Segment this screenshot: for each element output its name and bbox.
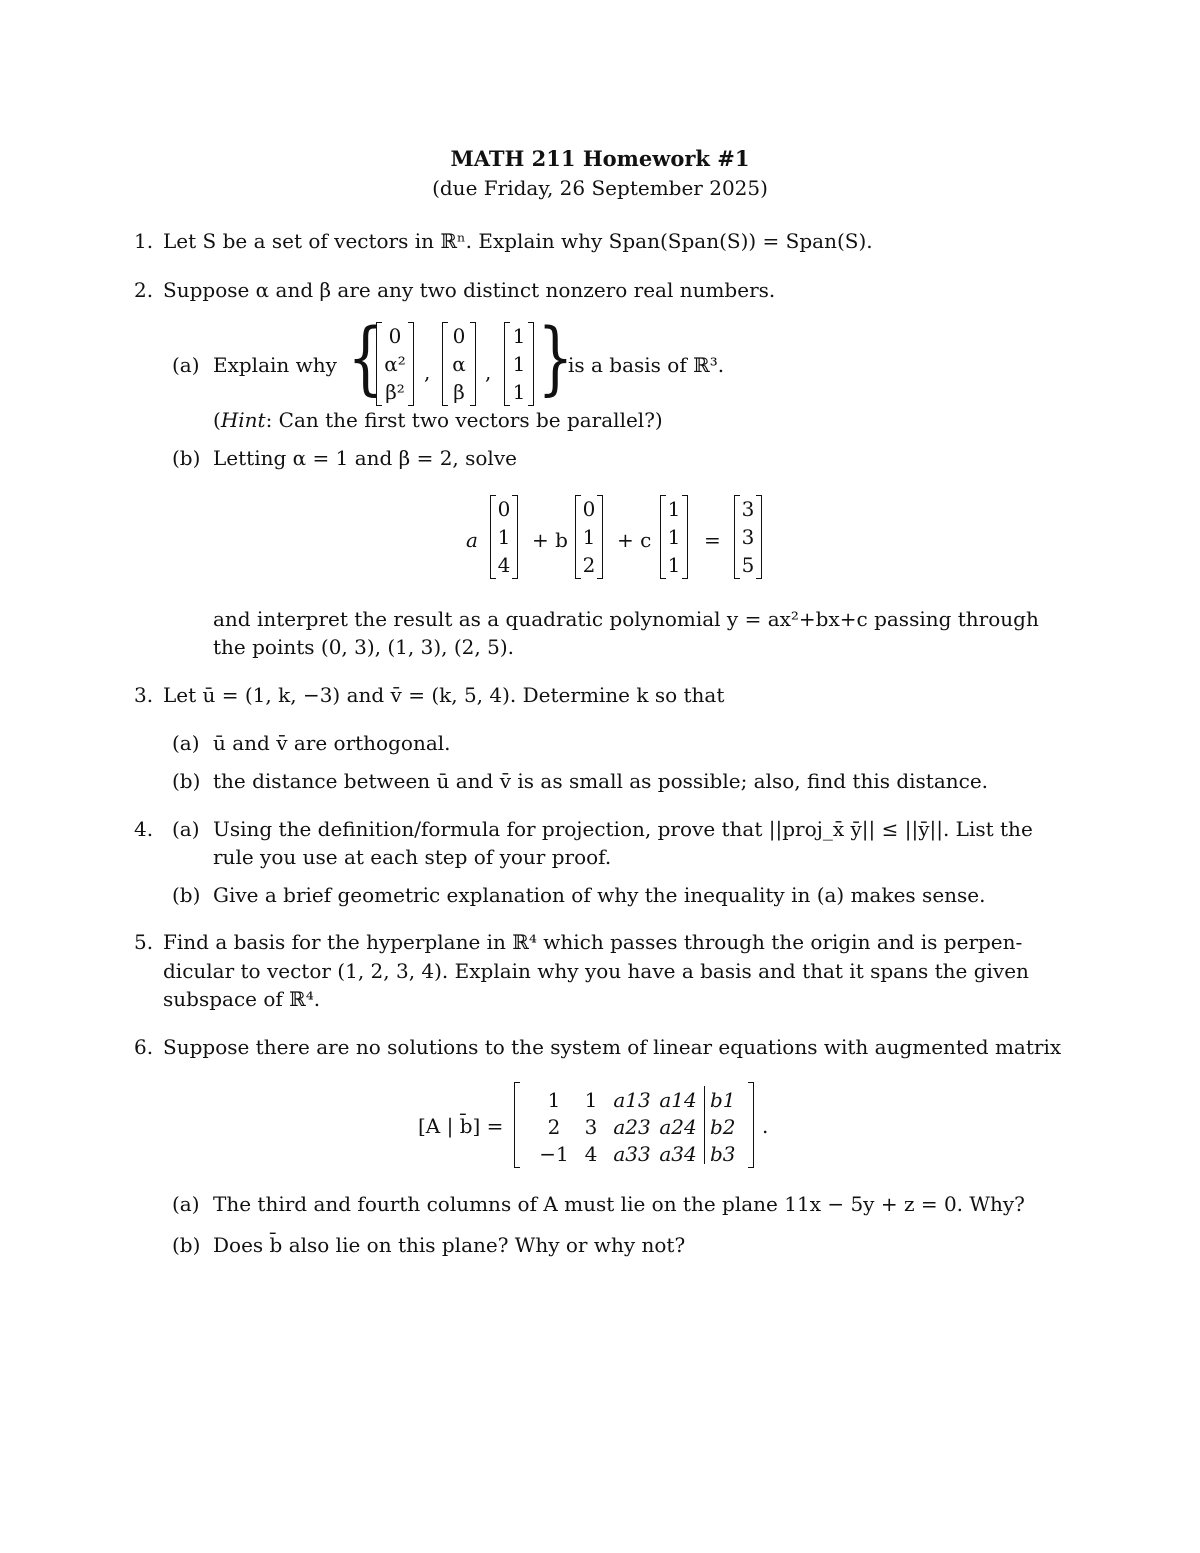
problem-3a-label: (a)	[172, 731, 200, 755]
problem-6-text: Suppose there are no solutions to the system of linear equations with augmented matrix	[163, 1035, 1062, 1059]
matrix-period: .	[762, 1114, 769, 1138]
problem-6-number: 6.	[134, 1035, 154, 1059]
problem-3-number: 3.	[134, 683, 154, 707]
problem-6a-label: (a)	[172, 1192, 200, 1216]
matrix-entry: 1	[497, 525, 511, 549]
problem-4b-label: (b)	[172, 883, 201, 907]
equation-rhs-vector	[734, 495, 762, 579]
problem-3a-text: ū and v̄ are orthogonal.	[213, 731, 451, 755]
problem-2-text: Suppose α and β are any two distinct nonzero real numbers.	[163, 278, 776, 302]
matrix-entry: b3	[710, 1142, 736, 1166]
basis-vector-2	[442, 322, 476, 406]
matrix-entry: a13	[613, 1088, 651, 1112]
basis-vector-3	[504, 322, 534, 406]
matrix-entry: 1	[667, 525, 681, 549]
matrix-entry: b1	[710, 1088, 736, 1112]
matrix-entry: 0	[452, 324, 466, 348]
problem-6a-text: The third and fourth columns of A must lie on the plane 11x − 5y + z = 0. Why?	[213, 1192, 1025, 1216]
coeff-c: + c	[617, 528, 652, 552]
matrix-entry: 0	[388, 324, 402, 348]
page-title: MATH 211 Homework #1	[450, 146, 750, 171]
problem-6b-label: (b)	[172, 1233, 201, 1257]
matrix-entry: a14	[659, 1088, 697, 1112]
matrix-entry: β²	[385, 380, 405, 404]
problem-1-number: 1.	[134, 229, 154, 253]
problem-2b-label: (b)	[172, 446, 201, 470]
coeff-b: + b	[532, 528, 568, 552]
problem-5-line3: subspace of ℝ⁴.	[163, 987, 321, 1011]
problem-2-number: 2.	[134, 278, 154, 302]
matrix-entry: 1	[667, 553, 681, 577]
matrix-entry: 1	[512, 324, 526, 348]
problem-4a-line2: rule you use at each step of your proof.	[213, 845, 612, 869]
left-set-brace: {	[347, 311, 384, 404]
problem-2a-hint	[213, 408, 663, 432]
problem-4a-line1: Using the definition/formula for projection, prove that ||proj_x̄ ȳ|| ≤ ||ȳ||. List the	[213, 817, 1033, 841]
matrix-entry: 0	[582, 497, 596, 521]
equals-sign: =	[704, 528, 721, 552]
problem-1-text: Let S be a set of vectors in ℝⁿ. Explain why Span(Span(S)) = Span(S).	[163, 229, 873, 253]
problem-2a-pre: Explain why	[213, 353, 337, 377]
problem-5-line2: dicular to vector (1, 2, 3, 4). Explain why you have a basis and that it spans the given	[163, 959, 1029, 983]
matrix-entry: β	[453, 380, 465, 404]
matrix-entry: 5	[741, 553, 755, 577]
problem-5-line1: Find a basis for the hyperplane in ℝ⁴ which passes through the origin and is perpen-	[163, 930, 1023, 954]
problem-6b-text: Does b̄ also lie on this plane? Why or why not?	[213, 1233, 686, 1257]
matrix-entry: a24	[659, 1115, 697, 1139]
matrix-entry: 1	[584, 1088, 598, 1112]
matrix-entry: 1	[547, 1088, 561, 1112]
matrix-entry: 3	[741, 525, 755, 549]
problem-2b-interpret-line1: and interpret the result as a quadratic polynomial y = ax²+bx+c passing through	[213, 607, 1039, 631]
matrix-entry: b2	[710, 1115, 736, 1139]
matrix-entry: 1	[582, 525, 596, 549]
due-date: (due Friday, 26 September 2025)	[432, 176, 768, 200]
problem-2a-post: is a basis of ℝ³.	[568, 353, 725, 377]
problem-3b-label: (b)	[172, 769, 201, 793]
problem-5-number: 5.	[134, 930, 154, 954]
problem-3b-text: the distance between ū and v̄ is as small as possible; also, find this distance.	[213, 769, 989, 793]
matrix-entry: α²	[384, 352, 406, 376]
matrix-entry: −1	[539, 1142, 569, 1166]
matrix-entry: a33	[613, 1142, 651, 1166]
augmented-matrix-lhs: [A | b̄] =	[418, 1114, 504, 1138]
problem-2b-text: Letting α = 1 and β = 2, solve	[213, 446, 517, 470]
right-set-brace: }	[537, 311, 574, 404]
matrix-entry: 4	[584, 1142, 598, 1166]
matrix-entry: 3	[741, 497, 755, 521]
hint-rest: : Can the first two vectors be parallel?)	[265, 408, 663, 432]
matrix-entry: a34	[659, 1142, 697, 1166]
comma: ,	[424, 360, 431, 384]
problem-4a-label: (a)	[172, 817, 200, 841]
matrix-entry: 1	[667, 497, 681, 521]
augmented-matrix	[514, 1082, 754, 1168]
equation-vector-3	[660, 495, 688, 579]
matrix-entry: 2	[547, 1115, 561, 1139]
problem-2a-label: (a)	[172, 353, 200, 377]
problem-2b-interpret-line2: the points (0, 3), (1, 3), (2, 5).	[213, 635, 514, 659]
equation-vector-1	[490, 495, 518, 579]
matrix-entry: 1	[512, 380, 526, 404]
hint-word: Hint	[220, 408, 266, 432]
matrix-entry: α	[452, 352, 466, 376]
matrix-entry: 3	[584, 1115, 598, 1139]
matrix-entry: 0	[497, 497, 511, 521]
problem-4-number: 4.	[134, 817, 154, 841]
problem-4b-text: Give a brief geometric explanation of why the inequality in (a) makes sense.	[213, 883, 986, 907]
matrix-entry: a23	[613, 1115, 651, 1139]
problem-3-text: Let ū = (1, k, −3) and v̄ = (k, 5, 4). Determine k so that	[163, 683, 725, 707]
equation-vector-2	[575, 495, 603, 579]
basis-vector-1	[376, 322, 414, 406]
coeff-a: a	[466, 528, 478, 552]
matrix-entry: 1	[512, 352, 526, 376]
matrix-entry: 2	[582, 553, 596, 577]
hint-open: (	[213, 408, 221, 432]
comma: ,	[485, 360, 492, 384]
matrix-entry: 4	[497, 553, 511, 577]
augment-divider	[704, 1086, 705, 1164]
